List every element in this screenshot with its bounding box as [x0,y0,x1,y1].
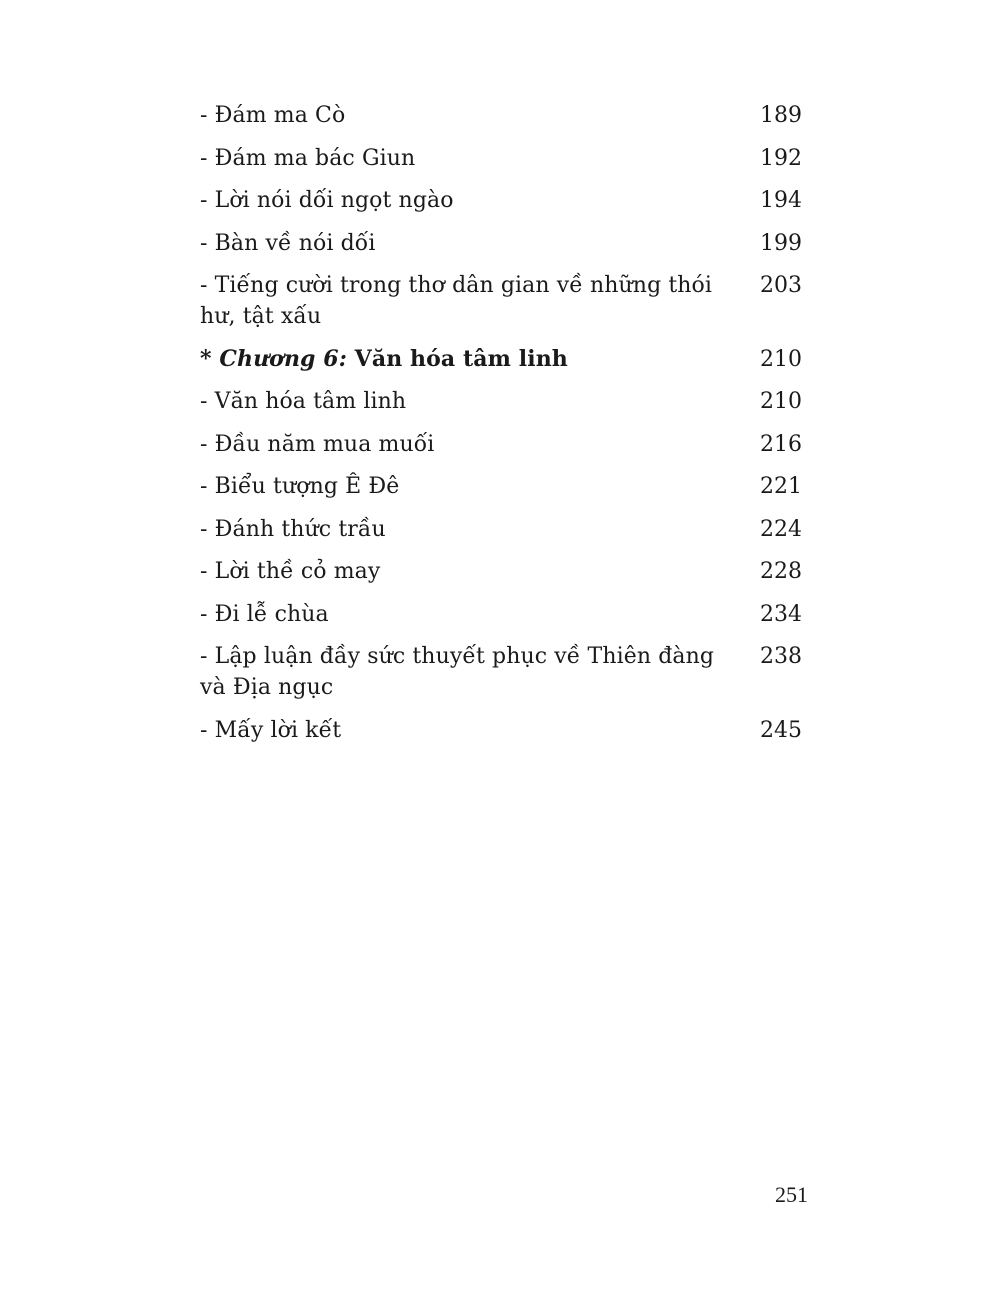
toc-entry-title: - Đầu năm mua muối [200,431,435,457]
toc-entry-title: - Đánh thức trầu [200,516,386,542]
chapter-page: 210 [760,346,802,372]
toc-entry-page: 203 [760,273,802,298]
toc-entry-page: 224 [760,516,802,542]
toc-entry-title: - Bàn về nói dối [200,230,376,256]
toc-entry-page: 210 [760,389,802,414]
toc-entry-title: - Lập luận đầy sức thuyết phục về Thiên đàng và Địa ngục [200,644,715,700]
toc-entry-page: 228 [760,559,802,584]
toc-entry-title: - Lời thề cỏ may [200,559,381,584]
toc-entry-page: 189 [760,103,802,128]
toc-entry-page: 199 [760,230,802,256]
toc-entry [200,599,802,630]
toc-entry [200,641,802,703]
toc-entry-title: - Văn hóa tâm linh [200,389,407,414]
toc-entry-title: - Tiếng cười trong thơ dân gian về những thói hư, tật xấu [200,273,713,329]
chapter-label: Chương 6: [219,345,347,372]
toc-entry-title: - Lời nói dối ngọt ngào [200,188,454,213]
toc-entry [200,429,802,460]
toc-entry-page: 216 [760,431,802,457]
toc-entry-page: 238 [760,644,802,669]
toc-entry [200,185,802,216]
toc-entry [200,143,802,174]
toc-entry [200,100,802,131]
toc-entry [200,386,802,417]
toc-entry-page: 234 [760,601,802,627]
toc-entry [200,270,802,332]
toc-entry-page: 245 [760,717,802,743]
toc-entry [200,715,802,746]
toc-entry-title: - Đám ma bác Giun [200,145,416,171]
page-number: 251 [775,1182,808,1207]
chapter-title [200,344,730,375]
toc-entry-title: - Mấy lời kết [200,717,342,743]
toc-entry-page: 221 [760,474,802,499]
toc-entry-title: - Đám ma Cò [200,103,346,128]
chapter-name: Văn hóa tâm linh [346,345,568,372]
toc-entry-title: - Biểu tượng Ê Đê [200,474,400,499]
table-of-contents [200,100,802,757]
toc-entry [200,514,802,545]
chapter-prefix: * [200,345,220,372]
toc-entry-title: - Đi lễ chùa [200,601,329,627]
toc-entry-page: 192 [760,145,802,171]
chapter-heading [200,344,802,375]
toc-entry [200,556,802,587]
toc-entry-page: 194 [760,188,802,213]
toc-entry [200,228,802,259]
toc-entry [200,471,802,502]
